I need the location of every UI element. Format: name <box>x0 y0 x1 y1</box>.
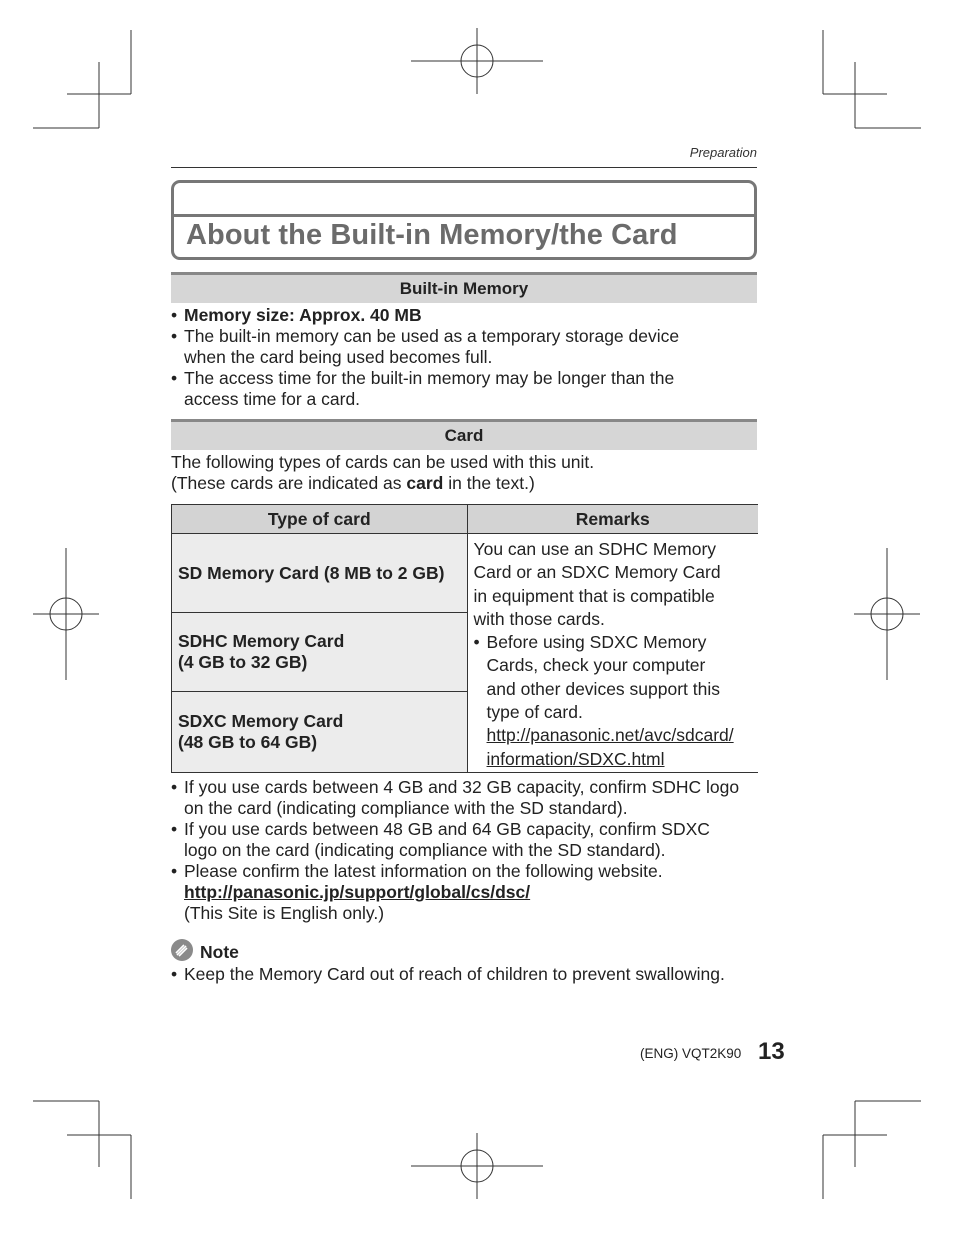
sdhc-logo-line-1: If you use cards between 4 GB and 32 GB capacity, confirm SDHC logo <box>184 777 740 797</box>
title-rule <box>174 214 754 217</box>
card-intro-line-2: (These cards are indicated as card in the text.) <box>171 473 535 493</box>
remarks-cell <box>467 534 758 773</box>
remarks-line: in equipment that is compatible <box>473 585 715 606</box>
remarks-line: with those cards. <box>473 608 605 629</box>
bullet-dot: • <box>171 305 178 325</box>
column-header-remarks: Remarks <box>467 505 758 534</box>
confirm-website-text: Please confirm the latest information on the following website. <box>184 861 663 881</box>
note-heading: Note <box>200 942 239 962</box>
page-number: 13 <box>758 1038 785 1065</box>
column-header-type: Type of card <box>172 505 468 534</box>
card-term: card <box>406 473 444 493</box>
bullet-dot: • <box>171 777 178 797</box>
sdhc-logo-line-2: on the card (indicating compliance with the SD standard). <box>184 798 628 818</box>
sdxc-logo-line-2: logo on the card (indicating compliance with the SD standard). <box>184 840 666 860</box>
builtin-bullet-3-line-1: The access time for the built-in memory may be longer than the <box>184 368 675 388</box>
footer-code: (ENG) VQT2K90 <box>640 1046 742 1061</box>
card-type-sdhc: SDHC Memory Card (4 GB to 32 GB) <box>172 613 468 692</box>
builtin-memory-heading: Built-in Memory <box>171 272 757 303</box>
header-rule <box>171 167 757 168</box>
note-text: Keep the Memory Card out of reach of children to prevent swallowing. <box>184 964 725 984</box>
table-header-row <box>172 505 759 534</box>
card-type-sd: SD Memory Card (8 MB to 2 GB) <box>172 534 468 613</box>
note-pencil-icon <box>171 939 193 961</box>
card-heading: Card <box>171 419 757 450</box>
remarks-line: You can use an SDHC Memory <box>473 539 717 559</box>
card-types-table <box>171 504 758 773</box>
bullet-dot: • <box>171 326 178 346</box>
sdxc-info-link[interactable]: http://panasonic.net/avc/sdcard/ <box>486 725 734 746</box>
remarks-line: Card or an SDXC Memory Card <box>473 562 721 583</box>
card-type-sdxc: SDXC Memory Card (48 GB to 64 GB) <box>172 692 468 773</box>
memory-size: Memory size: Approx. 40 MB <box>184 305 422 325</box>
remarks-bullet: • Before using SDXC Memory Cards, check your computer and other devices support this type of card. http://panasonic.net/avc/sdcard/ information/SDXC.html <box>474 631 752 771</box>
bullet-dot: • <box>171 368 178 388</box>
card-intro-line-1: The following types of cards can be used with this unit. <box>171 452 595 472</box>
builtin-bullet-2-line-2: when the card being used becomes full. <box>184 347 493 367</box>
bullet-dot: • <box>171 964 178 984</box>
title-box <box>171 180 757 260</box>
sdxc-logo-line-1: If you use cards between 48 GB and 64 GB capacity, confirm SDXC <box>184 819 710 839</box>
sdxc-info-link-cont[interactable]: information/SDXC.html <box>486 748 665 769</box>
bullet-dot: • <box>171 861 178 881</box>
section-label: Preparation <box>689 145 757 160</box>
builtin-bullet-3-line-2: access time for a card. <box>184 389 361 409</box>
builtin-bullet-2-line-1: The built-in memory can be used as a temporary storage device <box>184 326 680 346</box>
support-website-link[interactable]: http://panasonic.jp/support/global/cs/dsc/ <box>184 882 531 902</box>
table-row <box>172 534 759 613</box>
bullet-dot: • <box>171 819 178 839</box>
page-title: About the Built-in Memory/the Card <box>186 219 678 251</box>
website-english-note: (This Site is English only.) <box>184 903 385 923</box>
